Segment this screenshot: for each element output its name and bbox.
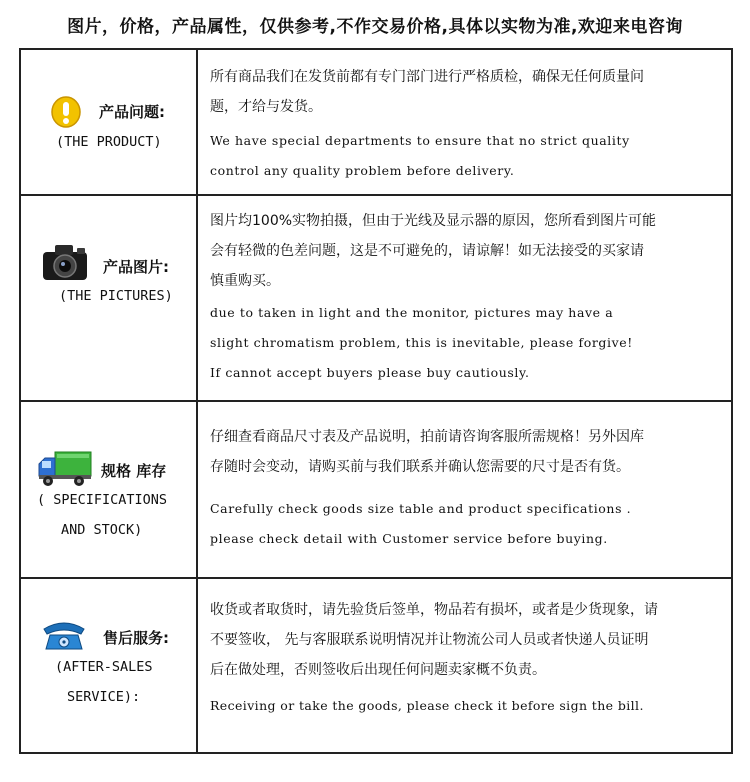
row-content-cell — [210, 196, 723, 400]
row-text-cn: 慎重购买。 — [210, 273, 280, 289]
row-text-en: control any quality problem before delivery. — [210, 163, 515, 178]
table-row-after-sales — [21, 579, 731, 752]
table-row-specifications — [21, 402, 731, 579]
row-label-cell — [21, 196, 198, 400]
row-text-en: due to taken in light and the monitor, pictures may have a — [210, 305, 614, 320]
row-title-cn: 产品问题: — [99, 103, 165, 121]
row-content-cell — [210, 50, 723, 194]
row-title-en: (THE PRODUCT) — [56, 134, 162, 150]
row-text-cn: 收货或者取货时，请先验货后签单，物品若有损坏，或者是少货现象，请 — [210, 602, 658, 618]
row-label-cell — [21, 402, 198, 577]
row-text-cn: 仔细查看商品尺寸表及产品说明，拍前请咨询客服所需规格！另外因库 — [210, 429, 644, 445]
table-row-pictures — [21, 196, 731, 402]
camera-icon — [41, 242, 89, 282]
row-title-cn: 规格 库存 — [101, 462, 167, 480]
row-text-cn: 题，才给与发货。 — [210, 99, 322, 115]
row-text-cn: 存随时会变动，请购买前与我们联系并确认您需要的尺寸是否有货。 — [210, 459, 630, 475]
row-title-en: (THE PICTURES) — [59, 288, 173, 304]
truck-icon — [37, 450, 93, 488]
row-title-en: ( SPECIFICATIONS — [37, 492, 168, 508]
row-text-cn: 不要签收， 先与客服联系说明情况并让物流公司人员或者快递人员证明 — [210, 632, 649, 648]
row-title-en: AND STOCK) — [61, 522, 143, 538]
info-table — [19, 48, 733, 754]
row-content-cell — [210, 402, 723, 577]
row-text-cn: 会有轻微的色差问题，这是不可避免的，请谅解！如无法接受的买家请 — [210, 243, 644, 259]
exclamation-icon — [51, 96, 81, 128]
row-title-cn: 产品图片: — [103, 258, 169, 276]
row-title-cn: 售后服务: — [103, 629, 169, 647]
telephone-icon — [41, 619, 87, 651]
row-text-en: slight chromatism problem, this is inevitable, please forgive! — [210, 335, 633, 350]
table-row-product — [21, 50, 731, 196]
row-title-en: SERVICE): — [67, 689, 141, 705]
page-title: 图片，价格，产品属性，仅供参考,不作交易价格,具体以实物为准,欢迎来电咨询 — [67, 17, 683, 37]
row-text-en: Carefully check goods size table and product specifications . — [210, 501, 632, 516]
row-text-en: We have special departments to ensure that no strict quality — [210, 133, 630, 148]
row-text-cn: 后在做处理，否则签收后出现任何问题卖家概不负责。 — [210, 662, 546, 678]
row-title-en: (AFTER-SALES — [55, 659, 153, 675]
row-label-cell — [21, 579, 198, 752]
row-label-cell — [21, 50, 198, 194]
row-text-cn: 所有商品我们在发货前都有专门部门进行严格质检，确保无任何质量问 — [210, 69, 644, 85]
row-text-en: please check detail with Customer service before buying. — [210, 531, 608, 546]
row-text-en: If cannot accept buyers please buy cautiously. — [210, 365, 530, 380]
row-content-cell — [210, 579, 723, 752]
row-text-en: Receiving or take the goods, please check it before sign the bill. — [210, 698, 644, 713]
row-text-cn: 图片均100%实物拍摄，但由于光线及显示器的原因，您所看到图片可能 — [210, 213, 657, 229]
